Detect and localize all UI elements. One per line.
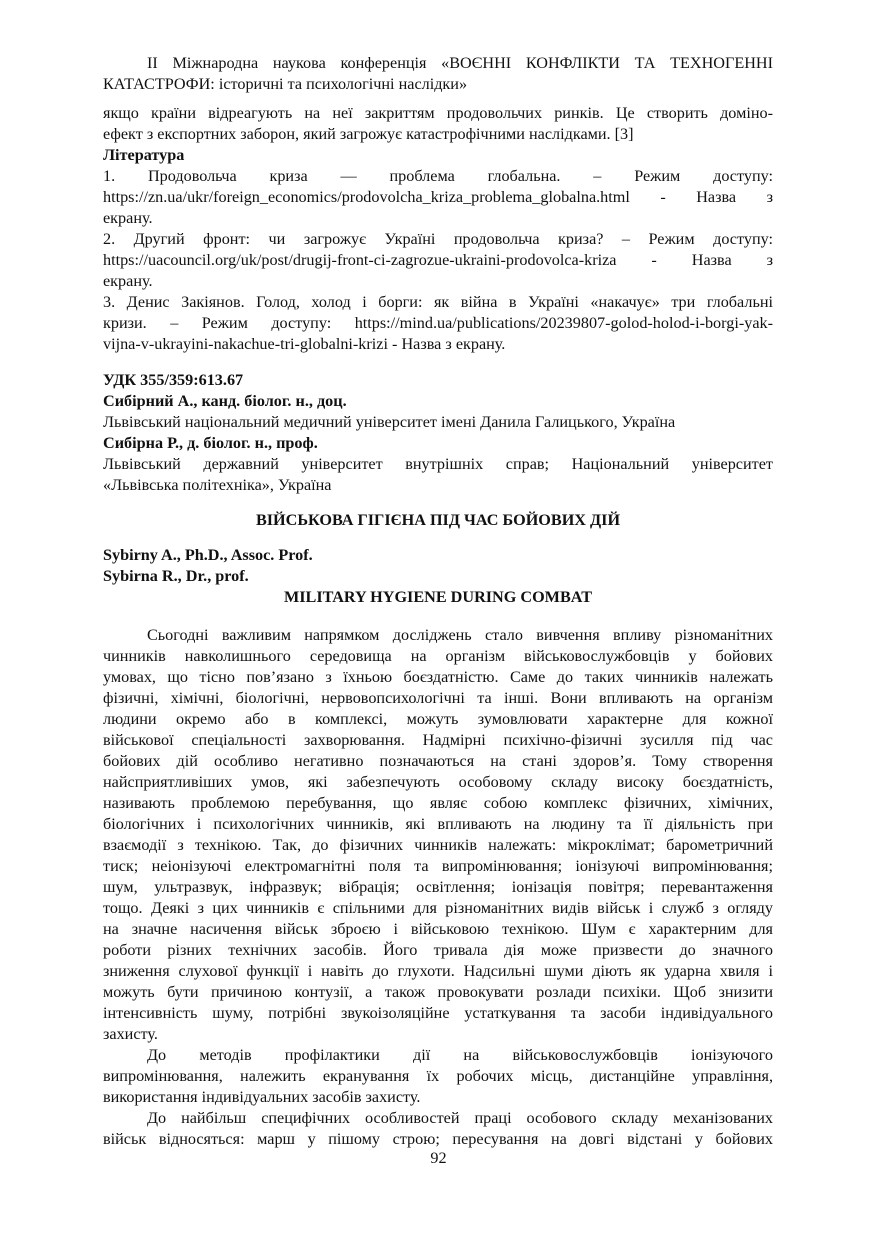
- text-line: бойових дій особливо негативно позначаються на стані здоров’я. Тому створення: [103, 752, 773, 770]
- article-header: [103, 370, 773, 496]
- intro-text: [103, 103, 773, 145]
- text-line: на значне насичення військ зброєю і військовою технікою. Шум є характерним для: [103, 920, 773, 938]
- text-line: якщо країни відреагують на неї закриттям продовольчих ринків. Це створить доміно-: [103, 104, 773, 122]
- text-line: називають проблемою перебування, що являє собою комплекс фізичних, хімічних,: [103, 794, 773, 812]
- text-line: vijna-v-ukrayini-nakachue-tri-globalni-krizi - Назва з екрану.: [103, 335, 506, 353]
- text-line: шум, ультразвук, інфразвук; вібрація; освітлення; іонізація повітря; перевантаження: [103, 878, 773, 896]
- author-name-en: Sybirny A., Ph.D., Assoc. Prof.: [103, 546, 313, 564]
- text-line: можуть бути причиною контузії, а також провокувати розлади психіки. Щоб знизити: [103, 983, 773, 1001]
- text-line: захисту.: [103, 1025, 158, 1043]
- text-line: інтенсивність шуму, потрібні звукоізоляційне устаткування та засоби індивідуального: [103, 1004, 773, 1022]
- paragraph: [103, 1045, 773, 1108]
- reference-link: кризи. – Режим доступу: https://mind.ua/publications/20239807-golod-holod-i-borgi-yak-: [103, 314, 773, 332]
- reference-item: [103, 229, 773, 292]
- text-line: екрану.: [103, 209, 153, 227]
- conference-header: [103, 53, 773, 95]
- text-line: 3. Денис Закіянов. Голод, холод і борги: як війна в Україні «накачує» три глобальні: [103, 293, 773, 311]
- article-body: [103, 625, 773, 1150]
- text-line: людини окремо або в комплексі, можуть зумовлювати характерне для кожної: [103, 710, 773, 728]
- header-line: II Міжнародна наукова конференція «ВОЄННІ КОНФЛІКТИ ТА ТЕХНОГЕННІ: [147, 54, 773, 72]
- paragraph: [103, 1108, 773, 1150]
- author-affiliation: Львівський національний медичний університет імені Данила Галицького, Україна: [103, 413, 676, 431]
- author-name: Сибірний А., канд. біолог. н., доц.: [103, 392, 347, 410]
- text-line: фізичні, хімічні, біологічні, нервовопсихологічні та інші. Вони впливають на організм: [103, 689, 773, 707]
- references-heading: Література: [103, 146, 185, 164]
- paragraph: [103, 625, 773, 1045]
- reference-link: https://zn.ua/ukr/foreign_economics/prodovolcha_kriza_problema_globalna.html - Назва з: [103, 188, 773, 206]
- references-section: [103, 145, 773, 355]
- text-line: 2. Другий фронт: чи загрожує Україні продовольча криза? – Режим доступу:: [103, 230, 773, 248]
- author-affiliation: «Львівська політехніка», Україна: [103, 476, 332, 494]
- text-line: випромінювання, належить екранування їх робочих місць, дистанційне управління,: [103, 1067, 773, 1085]
- article-header-en: [103, 545, 773, 587]
- author-name: Сибірна Р., д. біолог. н., проф.: [103, 434, 318, 452]
- text-line: військової спеціальності захворювання. Надмірні психічно-фізичні зусилля під час: [103, 731, 773, 749]
- text-line: Сьогодні важливим напрямком досліджень стало вивчення впливу різноманітних: [147, 626, 773, 644]
- page-number: 92: [430, 1149, 447, 1167]
- text-line: тиск; неіонізуючі електромагнітні поля та випромінювання; іонізуючі випромінювання;: [103, 857, 773, 875]
- text-line: використання індивідуальних засобів захисту.: [103, 1088, 421, 1106]
- text-line: зниження слухової функції і навіть до глухоти. Надсильні шуми діють як ударна хвиля і: [103, 962, 773, 980]
- text-line: роботи різних технічних засобів. Його тривала дія може призвести до значного: [103, 941, 773, 959]
- text-line: біологічних і психологічних чинників, які впливають на людину та її діяльність при: [103, 815, 773, 833]
- reference-item: [103, 166, 773, 229]
- text-line: взаємодії з технікою. Так, до фізичних чинників належать: мікроклімат; барометричний: [103, 836, 773, 854]
- udk-code: УДК 355/359:613.67: [103, 371, 244, 389]
- text-line: умовах, що тісно пов’язано з їхньою боєздатністю. Саме до таких чинників належать: [103, 668, 773, 686]
- article-title-en: MILITARY HYGIENE DURING COMBAT: [283, 588, 593, 606]
- text-line: військ відносяться: марш у пішому строю; пересування на довгі відстані у бойових: [103, 1130, 773, 1148]
- author-name-en: Sybirna R., Dr., prof.: [103, 567, 249, 585]
- text-line: чинників навколишнього середовища на організм військовослужбовців у бойових: [103, 647, 773, 665]
- author-affiliation: Львівський державний університет внутрішніх справ; Національний університет: [103, 455, 773, 473]
- text-line: екрану.: [103, 272, 153, 290]
- text-line: До методів профілактики дії на військовослужбовців іонізуючого: [147, 1046, 773, 1064]
- text-line: 1. Продовольча криза — проблема глобальна. – Режим доступу:: [103, 167, 773, 185]
- reference-item: [103, 292, 773, 355]
- text-line: До найбільш специфічних особливостей праці особового складу механізованих: [147, 1109, 773, 1127]
- article-title-uk: ВІЙСЬКОВА ГІГІЄНА ПІД ЧАС БОЙОВИХ ДІЙ: [255, 511, 621, 529]
- reference-link: https://uacouncil.org/uk/post/drugij-front-ci-zagrozue-ukraini-prodovolca-kriza - Назва з: [103, 251, 773, 269]
- text-line: тощо. Деякі з цих чинників є спільними для різноманітних видів військ і служб з огляду: [103, 899, 773, 917]
- text-line: найсприятливіших умов, які забезпечують особовому складу високу боєздатність,: [103, 773, 773, 791]
- header-line: КАТАСТРОФИ: історичні та психологічні наслідки»: [103, 75, 468, 93]
- text-line: ефект з експортних заборон, який загрожує катастрофічними наслідками. [3]: [103, 125, 634, 143]
